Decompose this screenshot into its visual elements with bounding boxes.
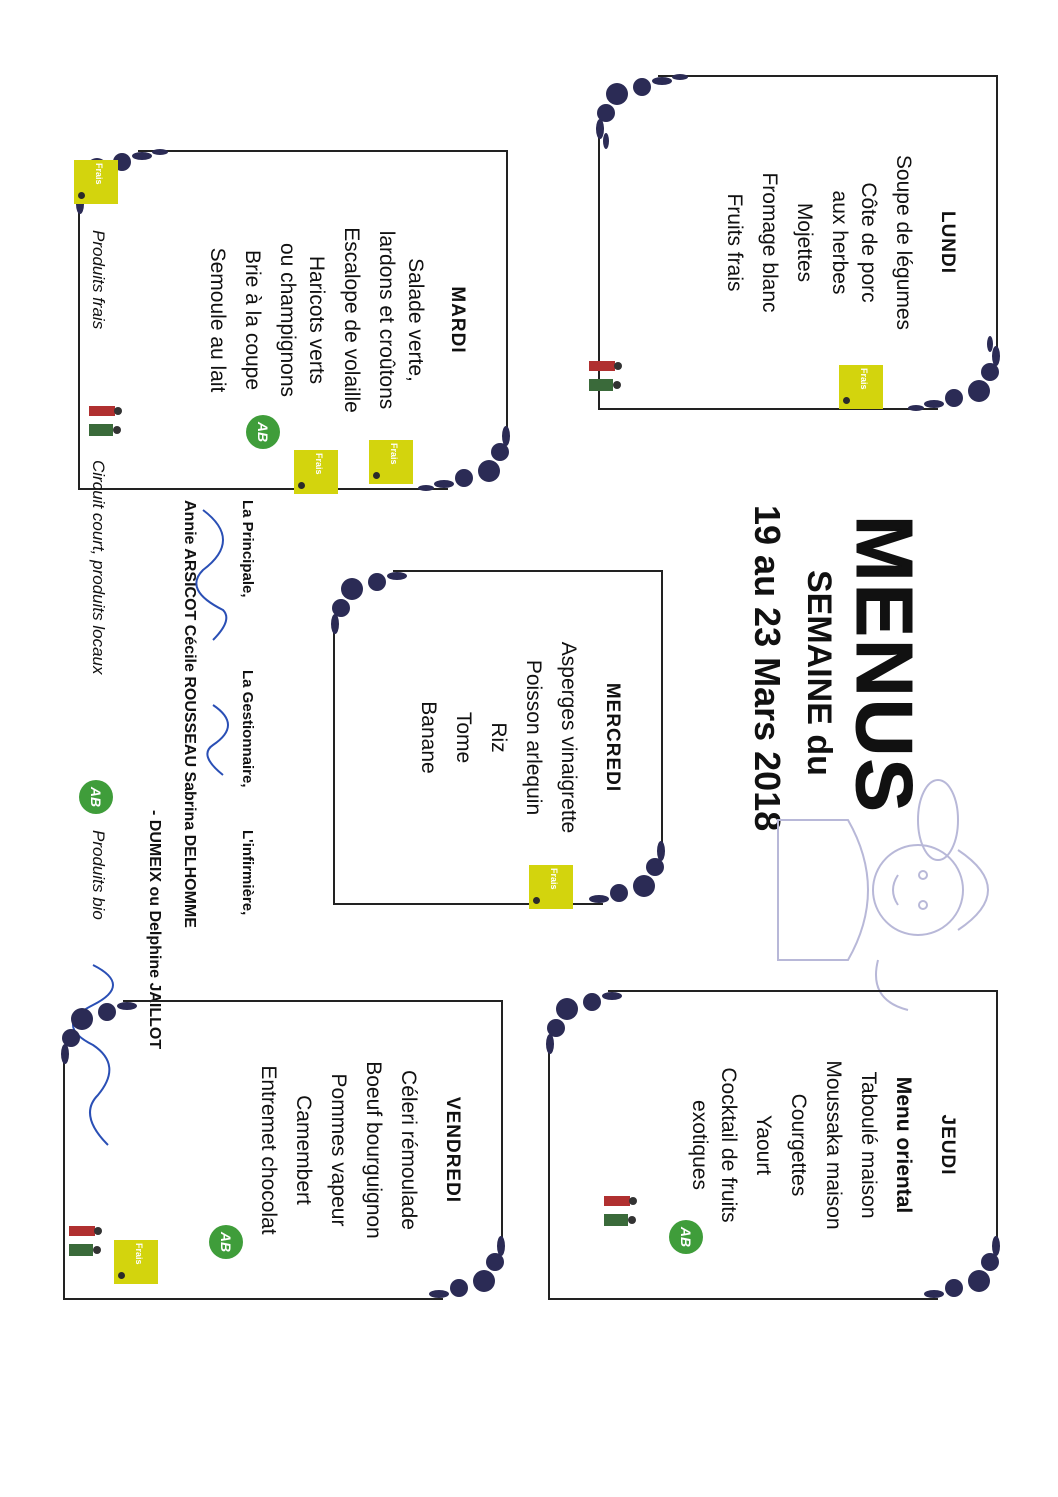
olive-branch-icon	[542, 984, 652, 1094]
chef-illustration-icon	[768, 760, 998, 1020]
frais-badge-icon: Frais	[839, 365, 883, 409]
menu-item: Semoule au lait	[206, 247, 229, 393]
menu-item: Yaourt	[752, 1114, 775, 1176]
staff-role: La Principale,	[239, 500, 256, 598]
bio-badge-icon: AB	[246, 415, 280, 449]
frais-badge-icon: Frais	[74, 160, 118, 204]
day-title: MERCREDI	[602, 682, 623, 793]
bio-badge-icon: AB	[79, 780, 113, 814]
card-vendredi	[63, 1000, 503, 1300]
menu-item: Brie à la coupe	[241, 249, 264, 391]
day-title: JEUDI	[937, 1114, 958, 1176]
menu-item: Banane	[417, 701, 440, 774]
menu-item: Cocktail de fruits	[717, 1067, 740, 1223]
day-title: MARDI	[447, 286, 468, 354]
bio-badge-icon: AB	[209, 1225, 243, 1259]
menu-item: exotiques	[688, 1100, 711, 1190]
farmer-icon	[63, 1220, 103, 1266]
farmer-icon	[83, 400, 123, 446]
menu-item: Soupe de légumes	[892, 154, 915, 331]
menu-item: Moussaka maison	[822, 1060, 845, 1230]
menu-item: Côte de porc	[857, 182, 880, 303]
olive-branch-icon	[57, 994, 167, 1104]
bio-badge-icon: AB	[669, 1220, 703, 1254]
frais-badge-icon: Frais	[294, 450, 338, 494]
legend-local: Circuit court, produits locaux	[89, 460, 108, 675]
legend-bio: Produits bio	[89, 830, 108, 920]
menu-item: Courgettes	[787, 1093, 810, 1197]
menu-item: Pommes vapeur	[327, 1073, 350, 1227]
page-title: MENUS	[840, 515, 929, 814]
menu-item: Mojettes	[793, 202, 816, 283]
menu-item: lardons et croûtons	[375, 230, 398, 410]
menu-item: Menu oriental	[892, 1076, 915, 1214]
menu-item: Salade verte,	[404, 258, 427, 382]
staff-role: L'infirmière,	[239, 830, 256, 916]
card-mercredi	[333, 570, 663, 905]
week-label: SEMAINE du	[800, 570, 838, 776]
menu-item: Taboulé maison	[857, 1071, 880, 1219]
day-title: LUNDI	[937, 210, 958, 275]
day-title: VENDREDI	[442, 1096, 463, 1204]
menu-item: Haricots verts	[305, 255, 328, 385]
staff-names: Annie ARSICOT Cécile ROUSSEAU Sabrina DELHOMME	[181, 500, 198, 928]
menu-item: Poisson arlequin	[522, 659, 545, 816]
frais-badge-icon: Frais	[114, 1240, 158, 1284]
signature-icon	[183, 505, 243, 655]
farmer-icon	[598, 1190, 638, 1236]
menu-item: Escalope de volaille	[340, 227, 363, 413]
frais-badge-icon: Frais	[369, 440, 413, 484]
menu-item: Fromage blanc	[758, 172, 781, 313]
card-jeudi	[548, 990, 998, 1300]
staff-role: La Gestionnaire,	[239, 670, 256, 788]
menu-item: aux herbes	[828, 190, 851, 295]
menu-item: Riz	[487, 722, 510, 753]
menu-item: Entremet chocolat	[257, 1065, 280, 1235]
staff-names: - DUMEIX ou Delphine JAILLOT	[146, 810, 163, 1050]
menu-item: Asperges vinaigrette	[557, 641, 580, 834]
menu-item: Céleri rémoulade	[397, 1070, 420, 1230]
menu-item: ou champignons	[276, 242, 299, 398]
card-mardi	[78, 150, 508, 490]
farmer-icon	[583, 355, 623, 401]
frais-badge-icon: Frais	[529, 865, 573, 909]
olive-branch-icon	[592, 69, 702, 179]
menu-item: Camembert	[292, 1095, 315, 1205]
menu-item: Boeuf bourguignon	[362, 1061, 385, 1239]
menu-item: Fruits frais	[723, 193, 746, 292]
card-lundi	[598, 75, 998, 410]
legend-frais: Produits frais	[89, 230, 108, 330]
signature-icon	[193, 700, 243, 790]
menu-item: Tome	[452, 711, 475, 764]
week-dates: 19 au 23 Mars 2018	[747, 505, 788, 832]
